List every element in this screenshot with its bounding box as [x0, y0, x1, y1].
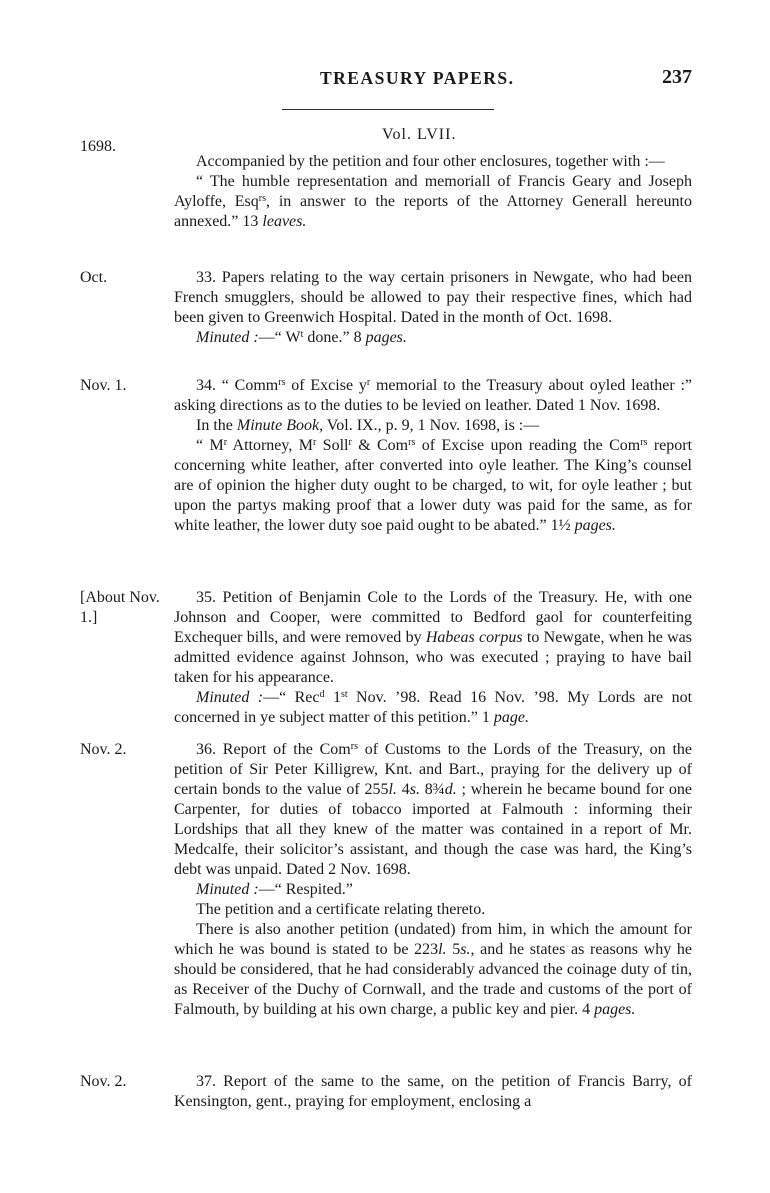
entry-37-date: Nov. 2.	[80, 1073, 127, 1090]
entry-35	[174, 588, 692, 728]
entry-36-text: 36. Report of the Com$^{rs}$ of Customs to the Lords of the Treasury, on the petition of Sir Peter Killigrew, Knt. and Bart., praying for the delivery up of certain bonds to the value of 255l. 4s. 8¾d. ; wherein he became bound for one Carpenter, for duties of tobacco imported at Falmouth : informing their Lordships that all they knew of the matter was contained in a report of Mr. Medcalfe, their solicitor’s assistant, and though the case was hard, the King’s debt was unpaid. Dated 2 Nov. 1698.	[174, 741, 693, 878]
entry-36-minuted: Minuted :—“ Respited.”	[196, 881, 353, 898]
entry-37-text: 37. Report of the same to the same, on the petition of Francis Barry, of Kensington, gent., praying for employment, enclosing a	[174, 1073, 692, 1110]
entry-33-date: Oct.	[80, 269, 108, 286]
entry-36-enclosure: The petition and a certificate relating thereto.	[196, 901, 486, 918]
entry-35-text: 35. Petition of Benjamin Cole to the Lords of the Treasury. He, with one Johnson and Cooper, were committed to Bedford gaol for counterfeiting Exchequer bills, and were removed by Habeas corpus to Newgate, when he was admitted evidence against Johnson, who was executed ; praying to have bail taken for his appearance.	[174, 589, 692, 686]
running-head	[0, 68, 770, 98]
entry-36-other-petition: There is also another petition (undated) from him, in which the amount for which he was bound is stated to be 223l. 5s., and he states as reasons why he should be considered, that he had considerably advanced the coinage duty of tin, as Receiver of the Duchy of Cornwall, and the trade and customs of the port of Falmouth, by building at his own charge, a public key and pier. 4 pages.	[174, 921, 693, 1018]
volume-heading: Vol. LVII.	[382, 126, 457, 143]
running-title: TREASURY PAPERS.	[320, 68, 515, 88]
entry-35-date: [About Nov. 1.]	[80, 589, 160, 626]
margin-year: 1698.	[80, 138, 116, 155]
entry-34-text: 34. “ Comm$^{rs}$ of Excise $y^r$ memorial to the Treasury about oyled leather :” asking directions as to the duties to be levied on leather. Dated 1 Nov. 1698.	[174, 377, 692, 414]
entry-37	[174, 1072, 692, 1112]
entry-36	[174, 740, 692, 1020]
entry-33	[174, 268, 692, 348]
page-number: 237	[662, 66, 692, 88]
entry-34-quote: “ $M^r$ Attorney, $M^r$ Soll$^r$ & Com$^{rs}$ of Excise upon reading the Com$^{rs}$ report concerning white leather, after converted into oyle leather. The King’s counsel are of opinion the higher duty ought to be charged, to wit, for oyle leather ; but upon the partys making proof that a lower duty was paid for the same, as for white leather, the lower duty soe paid ought to be abated.” 1½ pages.	[174, 437, 693, 534]
entry-34-date: Nov. 1.	[80, 377, 127, 394]
intro-memorial: “ The humble representation and memoriall of Francis Geary and Joseph Ayloffe, Esq$^{rs}$, in answer to the reports of the Attorney Generall hereunto annexed.” 13 leaves.	[174, 173, 693, 230]
entry-33-minuted: Minuted :—“ $W^t$ done.” 8 pages.	[196, 329, 407, 346]
entry-36-date: Nov. 2.	[80, 741, 127, 758]
entry-35-minuted: Minuted :—“ Rec$^d$ 1st Nov. ’98. Read 16 Nov. ’98. My Lords are not concerned in ye subject matter of this petition.” 1 page.	[174, 689, 693, 726]
entry-34	[174, 376, 692, 536]
header-rule	[282, 109, 494, 110]
entry-34-minute-book: In the Minute Book, Vol. IX., p. 9, 1 Nov. 1698, is :—	[196, 417, 540, 434]
intro-block	[174, 152, 692, 232]
intro-line: Accompanied by the petition and four other enclosures, together with :—	[196, 153, 665, 170]
entry-33-text: 33. Papers relating to the way certain prisoners in Newgate, who had been French smugglers, should be allowed to pay their respective fines, which had been given to Greenwich Hospital. Dated in the month of Oct. 1698.	[174, 269, 692, 326]
